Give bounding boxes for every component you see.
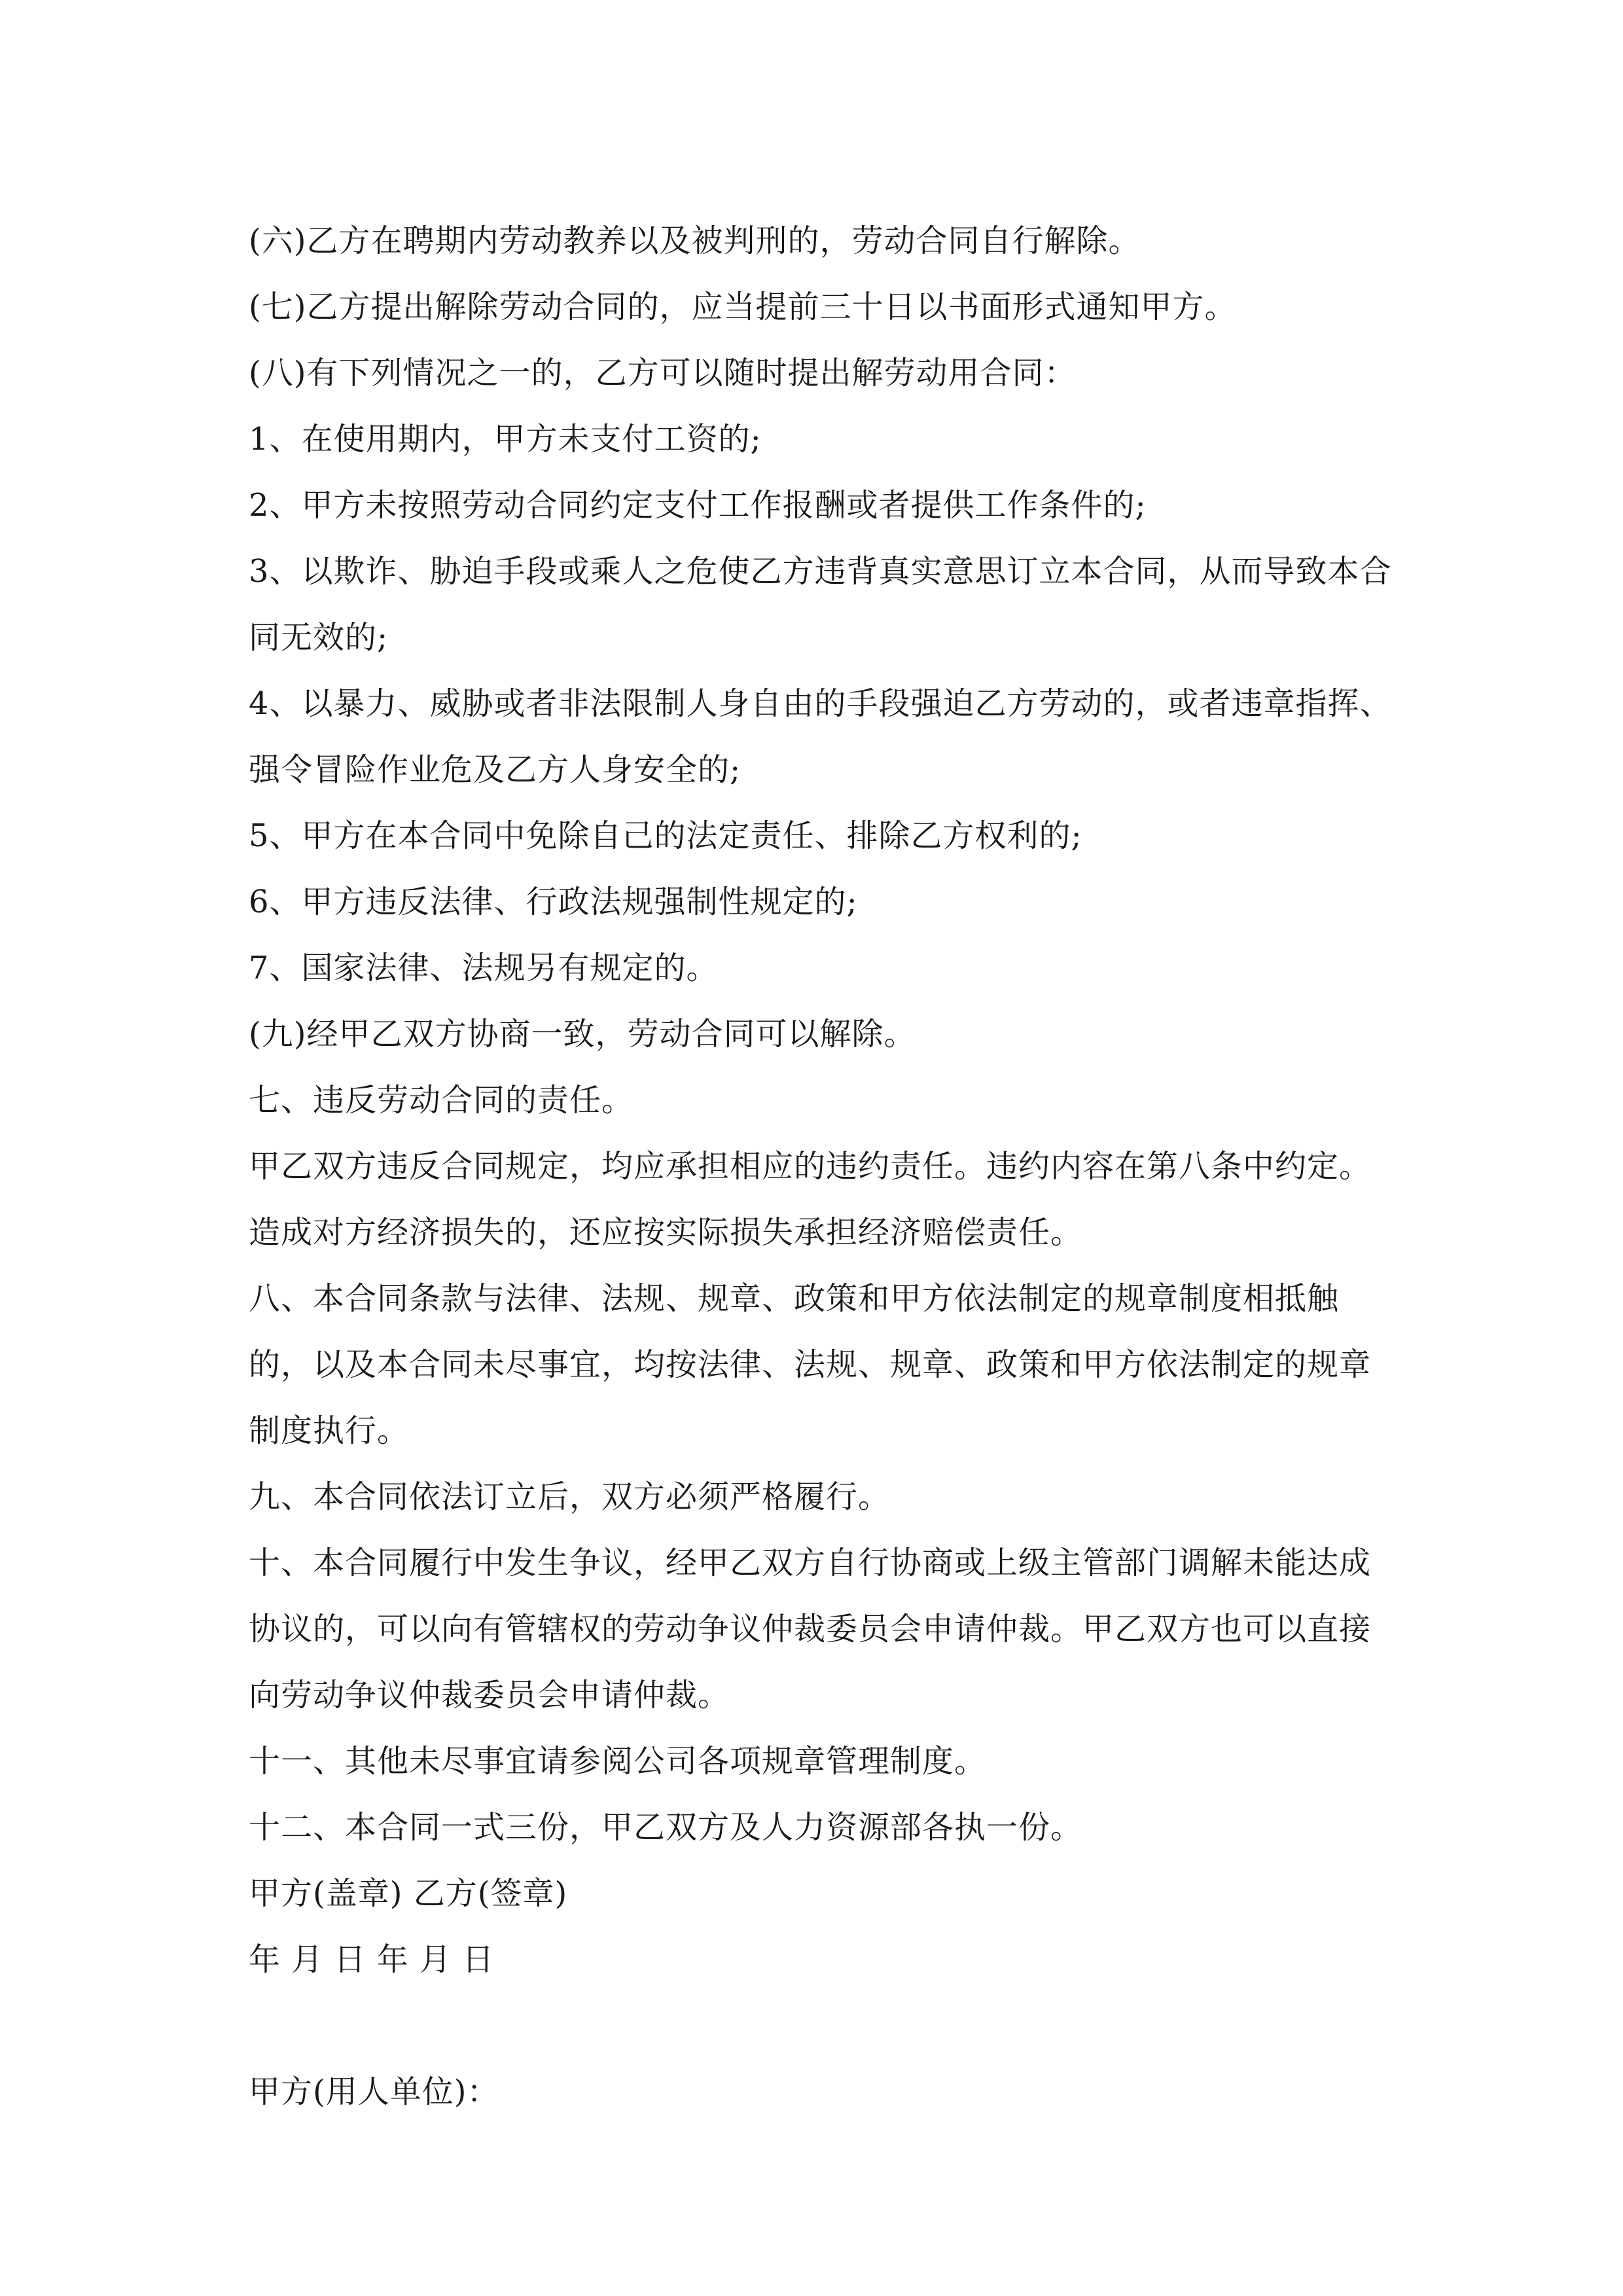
section-twelve-paragraph: 十二、本合同一式三份，甲乙双方及人力资源部各执一份。 bbox=[249, 1809, 1083, 1846]
clause-nine-paragraph: (九)经甲乙双方协商一致，劳动合同可以解除。 bbox=[249, 1016, 916, 1052]
section-eight-paragraph: 八、本合同条款与法律、法规、规章、政策和甲方依法制定的规章制度相抵触的，以及本合同未尽事宜，均按法律、法规、规章、政策和甲方依法制定的规章制度执行。 bbox=[249, 1280, 1372, 1449]
section-eleven-paragraph: 十一、其他未尽事宜请参阅公司各项规章管理制度。 bbox=[249, 1743, 987, 1780]
list-item-5: 5、甲方在本合同中免除自己的法定责任、排除乙方权利的; bbox=[249, 817, 1082, 854]
section-ten-paragraph: 十、本合同履行中发生争议，经甲乙双方自行协商或上级主管部门调解未能达成协议的，可以向有管辖权的劳动争议仲裁委员会申请仲裁。甲乙双方也可以直接向劳动争议仲裁委员会申请仲裁。 bbox=[249, 1545, 1372, 1713]
date-line: 年 月 日 年 月 日 bbox=[249, 1941, 495, 1978]
signature-line: 甲方(盖章) 乙方(签章) bbox=[249, 1875, 568, 1912]
clause-eight-paragraph: (八)有下列情况之一的，乙方可以随时提出解劳动用合同： bbox=[249, 355, 1077, 391]
clause-seven-paragraph: (七)乙方提出解除劳动合同的，应当提前三十日以书面形式通知甲方。 bbox=[249, 289, 1237, 325]
list-item-7: 7、国家法律、法规另有规定的。 bbox=[249, 950, 719, 986]
list-item-1: 1、在使用期内，甲方未支付工资的; bbox=[249, 421, 762, 457]
list-item-6: 6、甲方违反法律、行政法规强制性规定的; bbox=[249, 884, 858, 920]
list-item-3: 3、以欺诈、胁迫手段或乘人之危使乙方违背真实意思订立本合同，从而导致本合同无效的; bbox=[249, 553, 1392, 656]
clause-six-paragraph: (六)乙方在聘期内劳动教养以及被判刑的，劳动合同自行解除。 bbox=[249, 223, 1141, 259]
section-seven-heading: 七、违反劳动合同的责任。 bbox=[249, 1082, 634, 1119]
list-item-4: 4、以暴力、威胁或者非法限制人身自由的手段强迫乙方劳动的，或者违章指挥、强令冒险作业危及乙方人身安全的; bbox=[249, 685, 1392, 788]
liability-paragraph: 甲乙双方违反合同规定，均应承担相应的违约责任。违约内容在第八条中约定。造成对方经济损失的，还应按实际损失承担经济赔偿责任。 bbox=[249, 1148, 1372, 1251]
blank-spacer bbox=[249, 1993, 1400, 2059]
list-item-2: 2、甲方未按照劳动合同约定支付工作报酬或者提供工作条件的; bbox=[249, 487, 1147, 524]
document-body bbox=[249, 208, 1400, 2125]
party-a-label: 甲方(用人单位)： bbox=[249, 2073, 499, 2110]
section-nine-paragraph: 九、本合同依法订立后，双方必须严格履行。 bbox=[249, 1479, 891, 1515]
